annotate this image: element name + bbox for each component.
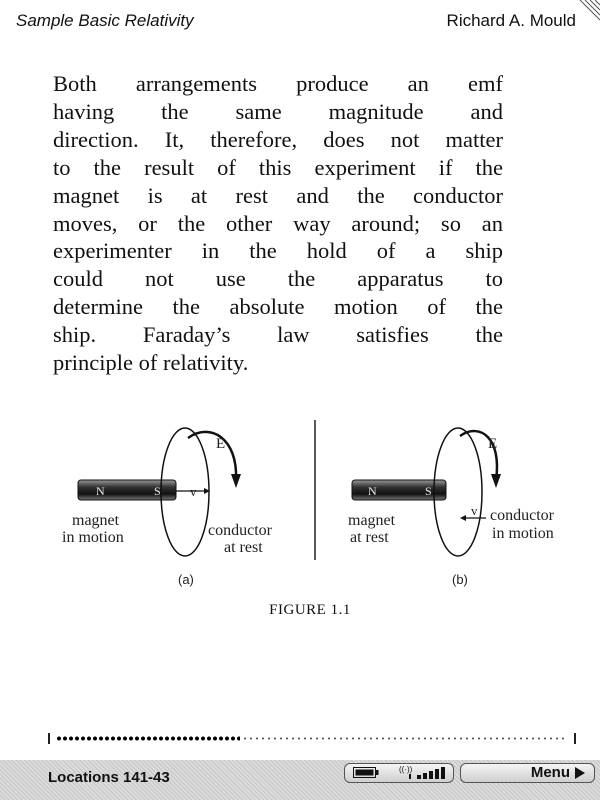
velocity-label: v [190,484,197,499]
book-author: Richard A. Mould [446,11,576,30]
book-title: Sample Basic Relativity [16,11,194,30]
velocity-label: v [471,503,478,518]
text-line: moves, or the other way around; so an [53,210,503,236]
north-pole-label: N [96,484,105,498]
text-line: direction. It, therefore, does not matter [53,126,503,152]
menu-arrow-icon [574,766,586,780]
text-line: ship. Faraday’s law satisfies the [53,322,503,348]
field-label: E [488,436,498,452]
text-line: to the result of this experiment if the [53,154,503,180]
menu-button[interactable] [460,763,595,783]
magnet-bar-b [352,480,446,500]
text-line: determine the absolute motion of the [53,294,503,320]
status-bar [0,760,600,800]
text-line: magnet is at rest and the conductor [53,182,503,208]
conductor-label: conductor [208,522,272,539]
south-pole-label: S [425,484,432,498]
page-corner-icon[interactable] [578,0,600,22]
conductor-label: conductor [490,507,554,524]
panel-a-label: (a) [178,572,194,587]
menu-button-label: Menu [530,764,570,781]
progress-start-cap [48,733,50,744]
progress-end-cap [574,733,576,744]
figure-caption: FIGURE 1.1 [269,602,351,618]
conductor-state-label: at rest [224,539,263,556]
text-line: Both arrangements produce an emf [53,71,503,96]
page-text [53,70,503,377]
magnet-label: magnet [348,512,396,529]
conductor-state-label: in motion [492,525,554,542]
figure-1-1 [40,410,580,620]
text-line: principle of relativity. [53,350,249,376]
magnet-label: magnet [72,512,120,529]
battery-icon [353,767,379,778]
text-line: having the same magnitude and [53,98,503,124]
svg-text:((·)): ((·)) [399,765,413,774]
device-status-pill [344,763,454,783]
magnet-state-label: in motion [62,529,124,546]
magnet-state-label: at rest [350,529,389,546]
reader-header [0,0,600,40]
north-pole-label: N [368,484,377,498]
south-pole-label: S [154,484,161,498]
reading-progress-bar[interactable] [48,730,576,746]
figure-drawing [40,410,580,600]
text-line: experimenter in the hold of a ship [53,238,503,264]
text-line: could not use the apparatus to [53,266,503,292]
progress-fill [56,736,240,741]
location-indicator: Locations 141-43 [48,769,170,786]
wireless-signal-icon [397,764,447,782]
field-label: E [216,436,226,452]
field-arrow-a [188,432,236,480]
panel-b-label: (b) [452,572,468,587]
